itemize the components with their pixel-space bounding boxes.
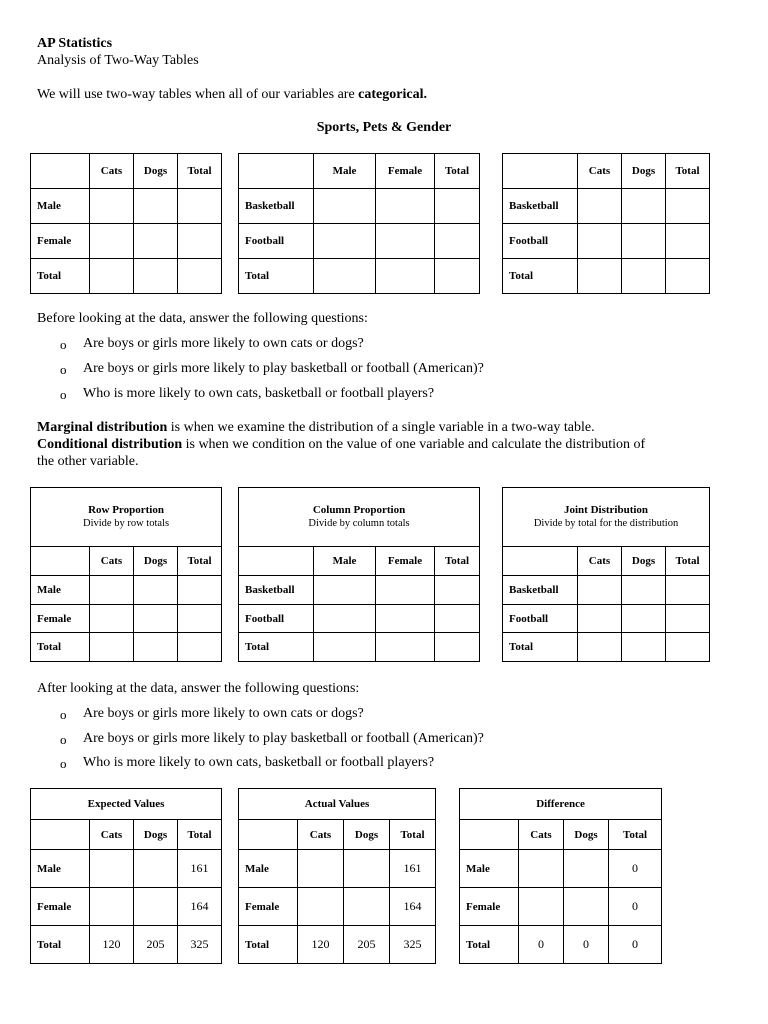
col-header: Cats: [90, 547, 134, 576]
row-header: Total: [239, 259, 314, 294]
table-corner-cell: [239, 819, 298, 850]
after-question-3: Who is more likely to own cats, basketball or football players?: [83, 755, 435, 770]
table-corner-cell: [503, 547, 578, 576]
caption-title: Joint Distribution: [564, 504, 649, 517]
row-header: Female: [460, 888, 519, 926]
table-cell: 164: [390, 888, 436, 926]
col-header: Total: [178, 819, 222, 850]
table-cell: [178, 604, 222, 633]
table-cell: [376, 633, 435, 662]
table-cell: [578, 576, 622, 605]
bullet-icon: o: [60, 387, 67, 402]
bullet-icon: o: [60, 756, 67, 771]
row-header: Female: [239, 888, 298, 926]
table-joint-distribution: [502, 487, 710, 662]
table-cell: [298, 888, 344, 926]
table-cell: 325: [390, 926, 436, 964]
before-question-1: Are boys or girls more likely to own cats or dogs?: [83, 336, 364, 351]
bullet-icon: o: [60, 362, 67, 377]
table-row-proportion: [30, 487, 222, 662]
col-header: Total: [178, 154, 222, 189]
table-cell: [519, 888, 564, 926]
table-cell: [435, 224, 480, 259]
row-header: Basketball: [239, 576, 314, 605]
table-cell: [90, 604, 134, 633]
table-cell: [376, 576, 435, 605]
marginal-definition: [37, 419, 595, 436]
table-cell: [666, 224, 710, 259]
table-cell: [622, 604, 666, 633]
table-sports-pets: [502, 153, 710, 294]
table-cell: [622, 189, 666, 224]
table-cell: [376, 224, 435, 259]
table-cell: [178, 576, 222, 605]
table-cell: [578, 604, 622, 633]
row-header: Total: [239, 633, 314, 662]
table-cell: [134, 576, 178, 605]
table-actual-values: [238, 788, 436, 964]
table-cell: 0: [609, 888, 662, 926]
table-cell: 161: [178, 850, 222, 888]
col-header: Total: [178, 547, 222, 576]
table-cell: [344, 850, 390, 888]
worksheet-subtitle: Analysis of Two-Way Tables: [37, 53, 199, 68]
table-corner-cell: [503, 154, 578, 189]
table-gender-pets: [30, 153, 222, 294]
col-header: Cats: [519, 819, 564, 850]
table-cell: [578, 633, 622, 662]
caption-subtitle: Divide by row totals: [83, 518, 170, 530]
table-cell: [314, 604, 376, 633]
table-cell: [178, 633, 222, 662]
table-cell: [90, 224, 134, 259]
row-header: Basketball: [239, 189, 314, 224]
caption-subtitle: Divide by column totals: [308, 518, 410, 530]
table-cell: 0: [609, 850, 662, 888]
table-cell: [666, 576, 710, 605]
table-cell: [376, 604, 435, 633]
row-header: Total: [31, 259, 90, 294]
table-cell: [564, 888, 609, 926]
table-cell: [435, 259, 480, 294]
row-header: Total: [31, 926, 90, 964]
table-cell: [622, 259, 666, 294]
row-header: Female: [31, 888, 90, 926]
table-cell: [435, 633, 480, 662]
table-corner-cell: [31, 154, 90, 189]
before-question-3: Who is more likely to own cats, basketball or football players?: [83, 386, 435, 401]
table-cell: [376, 189, 435, 224]
col-header: Cats: [90, 154, 134, 189]
table-cell: [578, 189, 622, 224]
table-cell: [90, 189, 134, 224]
table-cell: [564, 850, 609, 888]
col-header: Dogs: [134, 154, 178, 189]
intro-emphasis: categorical.: [358, 87, 427, 102]
row-header: Male: [460, 850, 519, 888]
table-cell: [314, 633, 376, 662]
table-caption: [31, 488, 222, 547]
table-cell: 0: [564, 926, 609, 964]
caption-title: Row Proportion: [88, 504, 164, 517]
col-header: Total: [666, 154, 710, 189]
table-cell: [435, 576, 480, 605]
table-cell: [314, 259, 376, 294]
row-header: Football: [239, 224, 314, 259]
table-cell: [314, 576, 376, 605]
table-cell: [435, 189, 480, 224]
table-cell: [622, 576, 666, 605]
table-cell: [666, 189, 710, 224]
after-prompt: After looking at the data, answer the following questions:: [37, 681, 360, 696]
bullet-icon: o: [60, 707, 67, 722]
col-header: Dogs: [344, 819, 390, 850]
row-header: Female: [31, 604, 90, 633]
col-header: Dogs: [134, 547, 178, 576]
intro-text: We will use two-way tables when all of our variables are: [37, 87, 359, 102]
bullet-icon: o: [60, 732, 67, 747]
table-cell: [90, 850, 134, 888]
table-cell: [90, 259, 134, 294]
table-corner-cell: [239, 547, 314, 576]
col-header: Cats: [90, 819, 134, 850]
col-header: Total: [609, 819, 662, 850]
col-header: Cats: [578, 154, 622, 189]
table-corner-cell: [31, 547, 90, 576]
table-sports-gender: [238, 153, 480, 294]
col-header: Total: [435, 154, 480, 189]
table-cell: [134, 850, 178, 888]
conditional-definition: [37, 436, 645, 453]
bullet-icon: o: [60, 337, 67, 352]
table-cell: [134, 633, 178, 662]
row-header: Total: [503, 633, 578, 662]
table-cell: [578, 259, 622, 294]
table-cell: [134, 259, 178, 294]
row-header: Total: [460, 926, 519, 964]
table-cell: [666, 259, 710, 294]
table-cell: [344, 888, 390, 926]
col-header: Dogs: [134, 819, 178, 850]
table-cell: [314, 189, 376, 224]
row-header: Basketball: [503, 576, 578, 605]
table-cell: [90, 633, 134, 662]
table-column-proportion: [238, 487, 480, 662]
table-cell: 205: [344, 926, 390, 964]
table-caption: Difference: [460, 789, 662, 820]
row-header: Total: [503, 259, 578, 294]
table-difference: [459, 788, 662, 964]
col-header: Cats: [578, 547, 622, 576]
table-cell: [666, 633, 710, 662]
table-cell: 161: [390, 850, 436, 888]
before-prompt: Before looking at the data, answer the following questions:: [37, 311, 368, 326]
table-cell: [134, 224, 178, 259]
row-header: Football: [503, 604, 578, 633]
table-cell: [178, 259, 222, 294]
col-header: Male: [314, 154, 376, 189]
before-question-2: Are boys or girls more likely to play basketball or football (American)?: [83, 361, 484, 376]
table-cell: 325: [178, 926, 222, 964]
table-corner-cell: [460, 819, 519, 850]
col-header: Dogs: [622, 547, 666, 576]
table-cell: 0: [519, 926, 564, 964]
row-header: Football: [503, 224, 578, 259]
table-corner-cell: [31, 819, 90, 850]
table-cell: 205: [134, 926, 178, 964]
row-header: Male: [31, 576, 90, 605]
table-cell: [666, 604, 710, 633]
table-cell: [622, 224, 666, 259]
row-header: Male: [239, 850, 298, 888]
table-cell: 120: [90, 926, 134, 964]
col-header: Dogs: [564, 819, 609, 850]
marginal-text: is when we examine the distribution of a single variable in a two-way table.: [167, 420, 595, 435]
table-cell: [178, 189, 222, 224]
table-cell: [90, 888, 134, 926]
table-cell: [134, 189, 178, 224]
row-header: Male: [31, 189, 90, 224]
col-header: Female: [376, 547, 435, 576]
conditional-definition-cont: the other variable.: [37, 454, 139, 469]
conditional-term: Conditional distribution: [37, 437, 183, 452]
table-cell: [298, 850, 344, 888]
row-header: Female: [31, 224, 90, 259]
table-cell: [314, 224, 376, 259]
after-question-2: Are boys or girls more likely to play basketball or football (American)?: [83, 731, 484, 746]
section-title: Sports, Pets & Gender: [316, 120, 452, 135]
table-caption: [503, 488, 710, 547]
row-header: Total: [31, 633, 90, 662]
row-header: Total: [239, 926, 298, 964]
table-cell: [622, 633, 666, 662]
marginal-term: Marginal distribution: [37, 420, 168, 435]
col-header: Total: [435, 547, 480, 576]
intro-paragraph: [37, 86, 427, 103]
table-cell: [578, 224, 622, 259]
table-cell: [134, 888, 178, 926]
table-cell: [90, 576, 134, 605]
col-header: Total: [390, 819, 436, 850]
row-header: Male: [31, 850, 90, 888]
table-cell: 120: [298, 926, 344, 964]
table-caption: Expected Values: [31, 789, 222, 820]
table-caption: Actual Values: [239, 789, 436, 820]
table-cell: [376, 259, 435, 294]
course-title: AP Statistics: [37, 36, 113, 51]
row-header: Football: [239, 604, 314, 633]
table-corner-cell: [239, 154, 314, 189]
col-header: Cats: [298, 819, 344, 850]
table-caption: [239, 488, 480, 547]
col-header: Total: [666, 547, 710, 576]
row-header: Basketball: [503, 189, 578, 224]
conditional-text: is when we condition on the value of one variable and calculate the distribution of: [182, 437, 646, 452]
caption-title: Column Proportion: [312, 504, 406, 517]
col-header: Dogs: [622, 154, 666, 189]
table-cell: [519, 850, 564, 888]
col-header: Male: [314, 547, 376, 576]
caption-subtitle: Divide by total for the distribution: [533, 518, 679, 530]
table-cell: [134, 604, 178, 633]
after-question-1: Are boys or girls more likely to own cats or dogs?: [83, 706, 364, 721]
table-cell: [435, 604, 480, 633]
table-cell: 164: [178, 888, 222, 926]
col-header: Female: [376, 154, 435, 189]
table-cell: 0: [609, 926, 662, 964]
table-cell: [178, 224, 222, 259]
table-expected-values: [30, 788, 222, 964]
